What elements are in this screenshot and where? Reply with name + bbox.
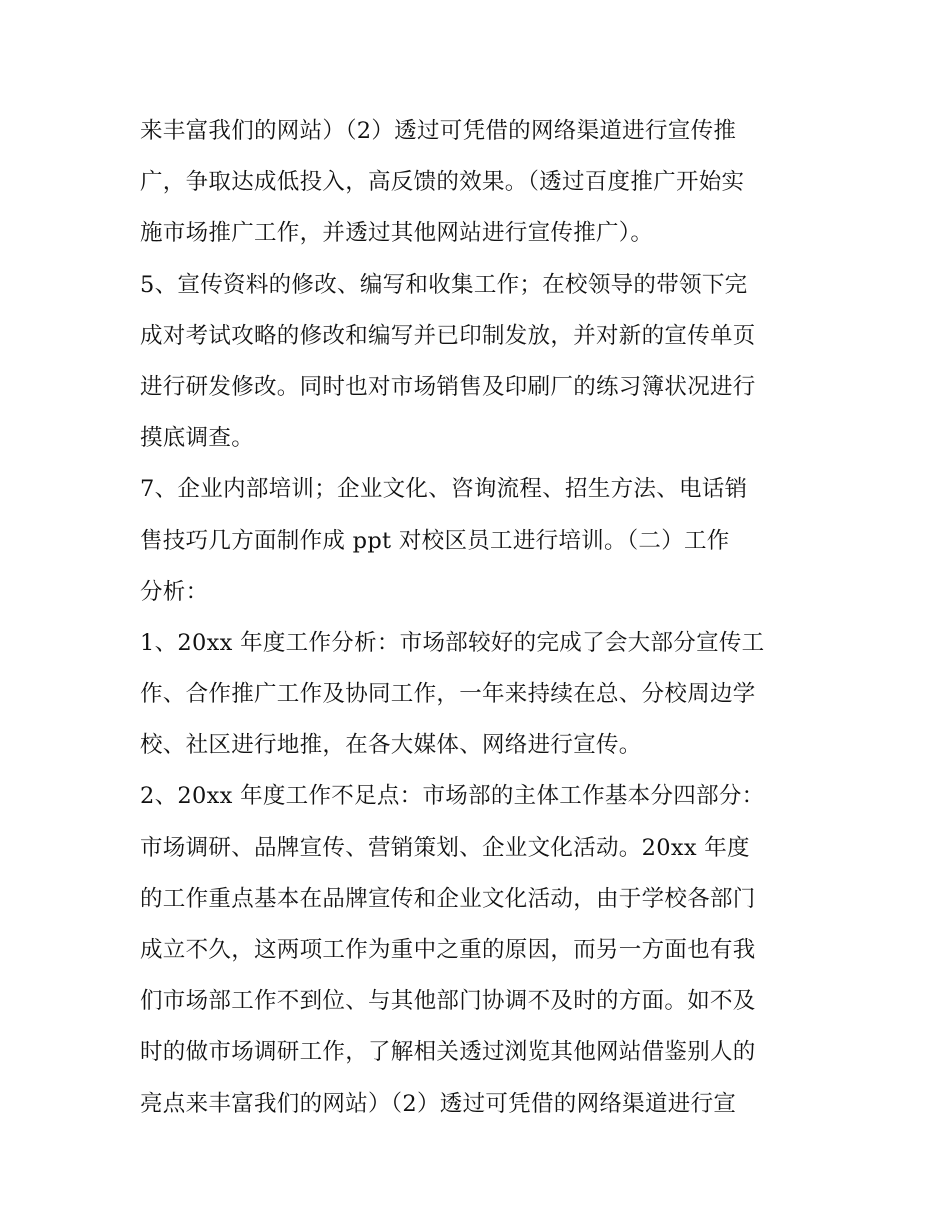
text-line: 亮点来丰富我们的网站）（2）透过可凭借的网络渠道进行宣 xyxy=(140,1090,737,1117)
text-line: 2、20xx 年度工作不足点：市场部的主体工作基本分四部分： xyxy=(140,783,765,810)
text-line: 作、合作推广工作及协同工作，一年来持续在总、分校周边学 xyxy=(140,681,756,708)
text-line: 时的做市场调研工作，了解相关透过浏览其他网站借鉴别人的 xyxy=(140,1039,756,1066)
text-line: 成对考试攻略的修改和编写并已印制发放，并对新的宣传单页 xyxy=(140,322,756,349)
text-line: 进行研发修改。同时也对市场销售及印刷厂的练习簿状况进行 xyxy=(140,373,756,400)
text-line: 施市场推广工作，并透过其他网站进行宣传推广）。 xyxy=(140,220,654,247)
text-line: 校、社区进行地推，在各大媒体、网络进行宣传。 xyxy=(140,732,642,759)
text-line: 们市场部工作不到位、与其他部门协调不及时的方面。如不及 xyxy=(140,988,756,1015)
text-line: 7、企业内部培训；企业文化、咨询流程、招生方法、电话销 xyxy=(140,476,748,503)
text-line: 广，争取达成低投入，高反馈的效果。（透过百度推广开始实 xyxy=(140,169,745,196)
text-line: 来丰富我们的网站）（2）透过可凭借的网络渠道进行宣传推 xyxy=(140,118,737,144)
document-body xyxy=(140,106,830,1130)
text-line: 市场调研、品牌宣传、营销策划、企业文化活动。20xx 年度 xyxy=(140,834,750,861)
text-line: 摸底调查。 xyxy=(140,425,255,452)
text-line: 5、宣传资料的修改、编写和收集工作；在校领导的带领下完 xyxy=(140,271,748,298)
text-line: 1、20xx 年度工作分析：市场部较好的完成了会大部分宣传工 xyxy=(140,629,765,656)
text-line: 售技巧几方面制作成 ppt 对校区员工进行培训。（二）工作 xyxy=(140,527,730,554)
text-line: 分析： xyxy=(140,578,209,605)
text-line: 成立不久，这两项工作为重中之重的原因，而另一方面也有我 xyxy=(140,937,756,963)
text-line: 的工作重点基本在品牌宣传和企业文化活动，由于学校各部门 xyxy=(140,885,756,912)
